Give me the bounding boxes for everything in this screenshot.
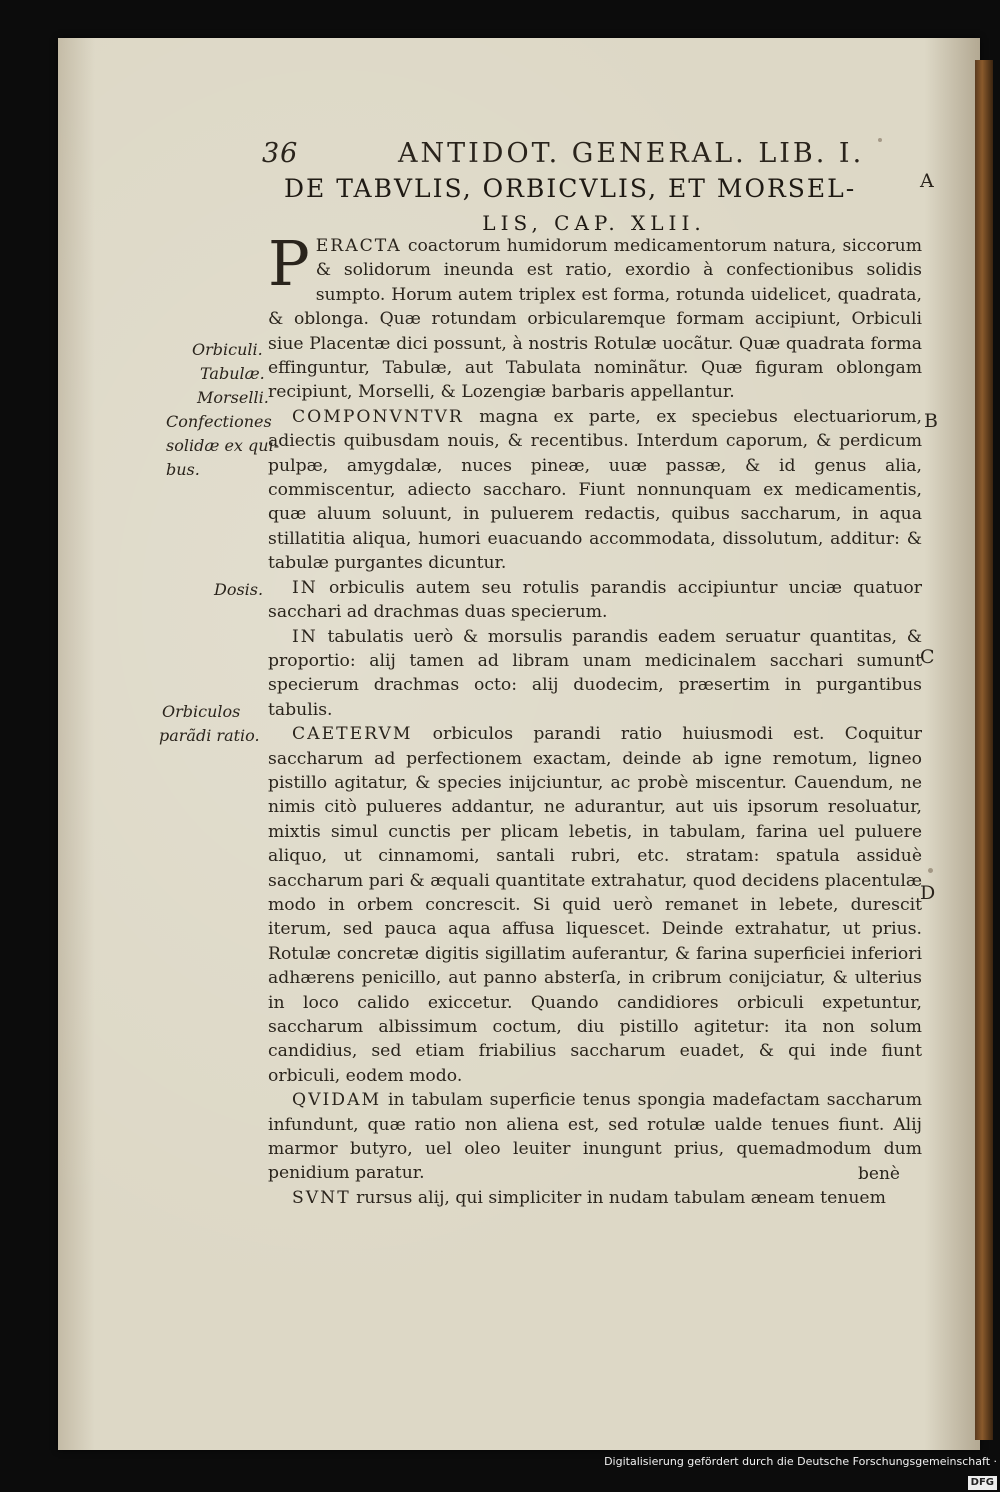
paragraph-lead: SVNT <box>292 1187 351 1208</box>
running-title: ANTIDOT. GENERAL. LIB. I. <box>398 138 865 169</box>
drop-cap: P <box>268 227 310 300</box>
margin-note: Orbiculi. <box>192 340 263 359</box>
paragraph-lead: COMPONVNTVR <box>292 406 464 427</box>
margin-note: bus. <box>166 460 200 479</box>
paragraph <box>268 722 922 1088</box>
chapter-title-line2: LIS, CAP. XLII. <box>482 211 706 235</box>
margin-note: Morselli. <box>197 388 269 407</box>
paragraph <box>268 227 922 405</box>
catchword: benè <box>858 1164 900 1184</box>
paragraph-text: tabulatis uerò & morsulis parandis eadem seruatur quantitas, & proportio: alij tamen ad libram unam medicinalem sacchari sumunt specierum drachmas octo: alij duodecim, præsertim in purgantibus tabulis. <box>268 626 922 720</box>
chapter-title-line1: DE TABVLIS, ORBICVLIS, ET MORSEL- <box>284 174 857 203</box>
paragraph-lead: QVIDAM <box>292 1090 382 1111</box>
chapter-title <box>284 172 934 240</box>
margin-note: Confectiones <box>166 412 272 431</box>
dfg-logo: DFG <box>968 1476 997 1490</box>
margin-note: Dosis. <box>214 580 264 599</box>
paragraph-lead: IN <box>292 626 318 647</box>
margin-note: solidæ ex qui- <box>166 436 280 455</box>
paragraph-lead: CAETERVM <box>292 724 413 745</box>
paragraph-text: orbiculos parandi ratio huiusmodi est. Coquitur saccharum ad perfectionem exactam, deinde ab igne remotum, ligneo pistillo agitatur, & species inijciuntur, ac probè miscentur. Cauendum, ne nimis citò pulueres addantur, ne adurantur, aut uis ipsorum resoluatur, mixtis simul cunctis per plicam lebetis, in tabulam, farina uel puluere aliquo, ut cinnamomi, santali rubri, etc. stratam: spatula assiduè saccharum pari & æquali quantitate extrahatur, quod decidens placentulæ modo in orbem concrescit. Si quid uerò remanet in lebete, durescit iterum, sed pauca aqua affusa liquescet. Deinde extrahatur, ut prius. Rotulæ concretæ digitis sigillatim auferantur, & farina superficiei inferiori adhærens penicillo, aut panno absterſa, in cribrum conijciatur, & ulterius in loco calido exiccetur. Quando candidiores orbiculi expetuntur, saccharum albissimum coctum, diu pistillo agitetur: ita non solum candidius, sed etiam friabilius saccharum euadet, & qui inde fiunt orbiculi, eodem modo. <box>268 724 922 1086</box>
margin-note: Orbiculos <box>162 702 241 721</box>
book-spine <box>975 60 993 1440</box>
paragraph-text: in tabulam superficie tenus spongia madefactam saccharum infundunt, quæ ratio non aliena est, sed rotulæ ualde tenues fiunt. Alij marmor butyro, uel oleo leuiter inungunt prius, quemadmodum dum penidium paratur. <box>268 1090 922 1184</box>
paragraph-text: orbiculis autem seu rotulis parandis accipiuntur unciæ quatuor sacchari ad drachmas duas specierum. <box>268 577 922 623</box>
section-letter: C <box>920 646 935 668</box>
paragraph-text: magna ex parte, ex speciebus electuariorum, adiectis quibusdam nouis, & recentibus. Interdum caporum, & perdicum pulpæ, amygdalæ, nuces pineæ, uuæ passæ, & id genus alia, commiscentur, adiecto saccharo. Fiunt nonnunquam ex medicamentis, quæ aluum soluunt, in puluerem redactis, quibus saccharum, in aqua stillatitia aliqua, humori euacuando accommodata, dissolutum, additur: & tabulæ purgantes dicuntur. <box>268 406 922 574</box>
paper-spot <box>878 138 882 142</box>
section-letter: B <box>924 410 938 432</box>
paragraph-text: rursus alij, qui simpliciter in nudam tabulam æneam tenuem <box>350 1187 886 1208</box>
margin-note: Tabulæ. <box>200 364 265 383</box>
paper-spot <box>928 868 933 873</box>
page-number: 36 <box>262 138 299 169</box>
paragraph <box>268 576 922 625</box>
footer-credit <box>585 1452 997 1488</box>
section-letter: A <box>920 170 934 192</box>
paragraph-text: coactorum humidorum medicamentorum natura, siccorum & solidorum ineunda est ratio, exordio à confectionibus solidis sumpto. Horum autem triplex est forma, rotunda uidelicet, quadrata, & oblonga. Quæ rotundam orbicularemque formam accipiunt, Orbiculi siue Placentæ dici possunt, à nostris Rotulæ uocãtur. Quæ quadrata forma effinguntur, Tabulæ, aut Tabulata nominãtur. Quæ figuram oblongam recipiunt, Morselli, & Lozengiæ barbaris appellantur. <box>268 236 922 403</box>
margin-note: parãdi ratio. <box>159 726 260 745</box>
main-text <box>268 227 922 1210</box>
footer-text: Digitalisierung gefördert durch die Deutsche Forschungsgemeinschaft · <box>604 1455 997 1468</box>
paragraph <box>268 405 922 576</box>
paragraph-lead: IN <box>292 577 318 598</box>
paragraph <box>268 1186 922 1210</box>
paragraph <box>268 625 922 723</box>
paragraph-lead: ERACTA <box>315 236 402 256</box>
section-letter: D <box>920 882 936 904</box>
paragraph <box>268 1088 922 1186</box>
